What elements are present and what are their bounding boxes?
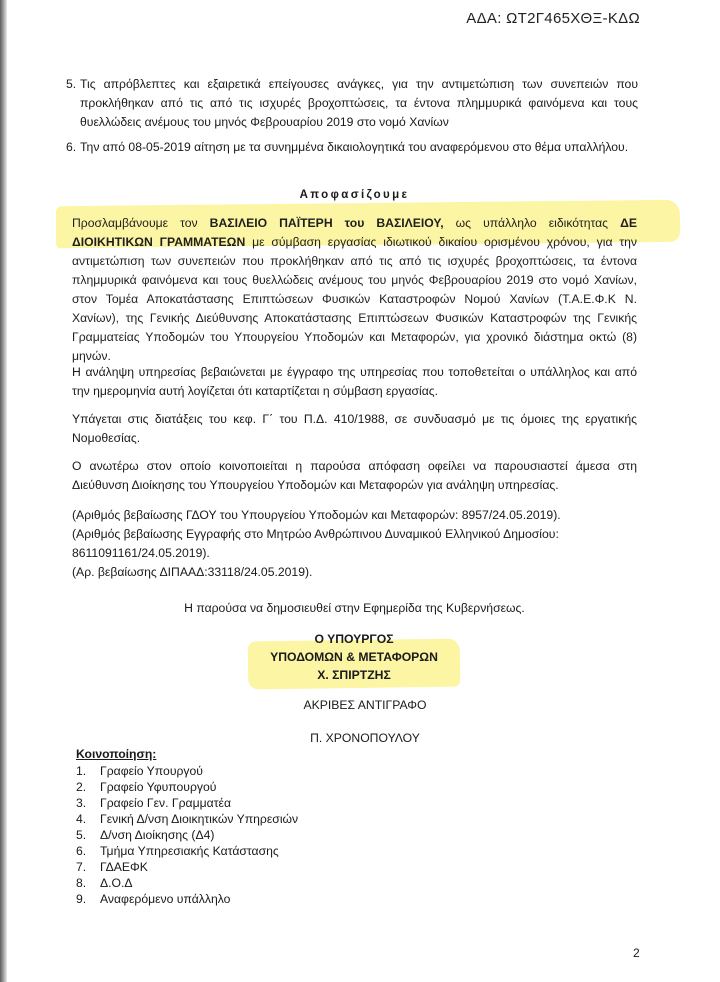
signature-name: Χ. ΣΠΙΡΤΖΗΣ: [317, 668, 391, 682]
signature-ministry: ΥΠΟΔΟΜΩΝ & ΜΕΤΑΦΟΡΩΝ: [270, 650, 438, 664]
list-item: 6. Τμήμα Υπηρεσιακής Κατάστασης: [76, 844, 279, 858]
decision-text-rest: με σύμβαση εργασίας ιδιωτικού δικαίου ορισμένου χρόνου, για την αντιμετώπιση των συνεπειών που προκλήθηκαν από τις από τις ισχυρές βροχοπτώσεις, τα έντονα πλημμυρικά φαινόμενα και τους θυελλώδεις ανέμους του μηνός Φεβρουαρίου 2019 στο νομό Χανίων, στον Τομέα Αποκατάστασης Επιπτώσεων Φυσικών Καταστροφών Νομού Χανίων (Τ.Α.Ε.Φ.Κ Ν. Χανίων), της Γενικής Διεύθυνσης Αποκατάστασης Επιπτώσεων Φυσικών Καταστροφών της Γενικής Γραμματείας Υποδομών του Υπουργείου Υποδομών και Μεταφορών, για χρονικό διάστημα οκτώ (8) μηνών.: [72, 235, 638, 363]
consideration-item-6: [66, 138, 638, 157]
list-item: 5. Δ/νση Διοίκησης (Δ4): [76, 828, 215, 842]
item-text: Την από 08-05-2019 αίτηση με τα συνημμένα δικαιολογητικά του αναφερόμενου στο θέμα υπαλλήλου.: [80, 140, 629, 154]
list-item: 2. Γραφείο Υφυπουργού: [76, 780, 217, 794]
distribution-title: Κοινοποίηση:: [76, 747, 157, 761]
employee-specialty: ΔΕ ΔΙΟΙΚΗΤΙΚΩΝ ΓΡΑΜΜΑΤΕΩΝ: [72, 216, 637, 249]
ada-code: ΑΔΑ: ΩΤ2Γ465ΧΘΞ-ΚΔΩ: [466, 10, 640, 27]
page-number: 2: [633, 946, 640, 960]
publication-note: Η παρούσα να δημοσιευθεί στην Εφημερίδα της Κυβερνήσεως.: [184, 601, 525, 615]
list-item: 3. Γραφείο Γεν. Γραμματέα: [76, 796, 231, 810]
list-item: 1. Γραφείο Υπουργού: [76, 764, 203, 778]
certification-line: 8611091161/24.05.2019).: [72, 546, 210, 560]
scan-page-edge: [0, 0, 7, 982]
reporting-paragraph: Ο ανωτέρω στον οποίο κοινοποιείται η παρούσα απόφαση οφείλει να παρουσιαστεί άμεσα στη Διεύθυνση Διοίκησης του Υπουργείου Υποδομών και Μεταφορών για ανάληψη υπηρεσίας.: [72, 459, 637, 492]
certification-line: (Αρ. βεβαίωσης ΔΙΠΑΑΔ:33118/24.05.2019).: [72, 565, 313, 579]
item-text: Τις απρόβλεπτες και εξαιρετικά επείγουσες ανάγκες, για την αντιμετώπιση των συνεπειών που προκλήθηκαν από τις από τις ισχυρές βροχοπτώσεις, τα έντονα πλημμυρικά φαινόμενα και τους θυελλώδεις ανέμους του μηνός Φεβρουαρίου 2019 στο νομό Χανίων: [80, 77, 638, 129]
list-item: 8. Δ.Ο.Δ: [76, 876, 133, 890]
copy-signer: Π. ΧΡΟΝΟΠΟΥΛΟΥ: [310, 731, 420, 745]
item-number: 6.: [66, 140, 77, 154]
list-item: 4. Γενική Δ/νση Διοικητικών Υπηρεσιών: [76, 812, 299, 826]
decision-paragraph: [72, 214, 637, 366]
decision-title: Αποφασίζουμε: [299, 189, 410, 201]
item-number: 5.: [66, 77, 77, 91]
distribution-list: [76, 745, 476, 907]
commencement-paragraph: Η ανάληψη υπηρεσίας βεβαιώνεται με έγγραφο της υπηρεσίας που τοποθετείται ο υπάλληλος και από την ημερομηνία αυτή λογίζεται ότι καταρτίζεται η σύμβαση εργασίας.: [72, 365, 637, 398]
employee-name: ΒΑΣΙΛΕΙΟ ΠΑΪΤΕΡΗ του ΒΑΣΙΛΕΙΟΥ,: [209, 216, 444, 230]
list-item: 7. ΓΔΑΕΦΚ: [76, 860, 148, 874]
signature-title: Ο ΥΠΟΥΡΓΟΣ: [314, 632, 394, 646]
certifications-block: [72, 506, 637, 582]
exact-copy-label: ΑΚΡΙΒΕΣ ΑΝΤΙΓΡΑΦΟ: [303, 698, 427, 712]
list-item: 9. Αναφερόμενο υπάλληλο: [76, 892, 231, 906]
decision-text-mid: ως υπάλληλο ειδικότητας: [443, 216, 621, 230]
legal-basis-paragraph: Υπάγεται στις διατάξεις του κεφ. Γ΄ του Π.Δ. 410/1988, σε συνδυασμό με τις όμοιες της εργατικής Νομοθεσίας.: [72, 412, 637, 445]
certification-line: (Αριθμός βεβαίωσης Εγγραφής στο Μητρώο Ανθρώπινου Δυναμικού Ελληνικού Δημοσίου:: [72, 527, 559, 541]
minister-signature: [248, 630, 460, 684]
certification-line: (Αριθμός βεβαίωσης ΓΔΟΥ του Υπουργείου Υποδομών και Μεταφορών: 8957/24.05.2019).: [72, 508, 561, 522]
consideration-item-5: [66, 75, 638, 132]
decision-text-start: Προσλαμβάνουμε τον: [72, 216, 210, 230]
